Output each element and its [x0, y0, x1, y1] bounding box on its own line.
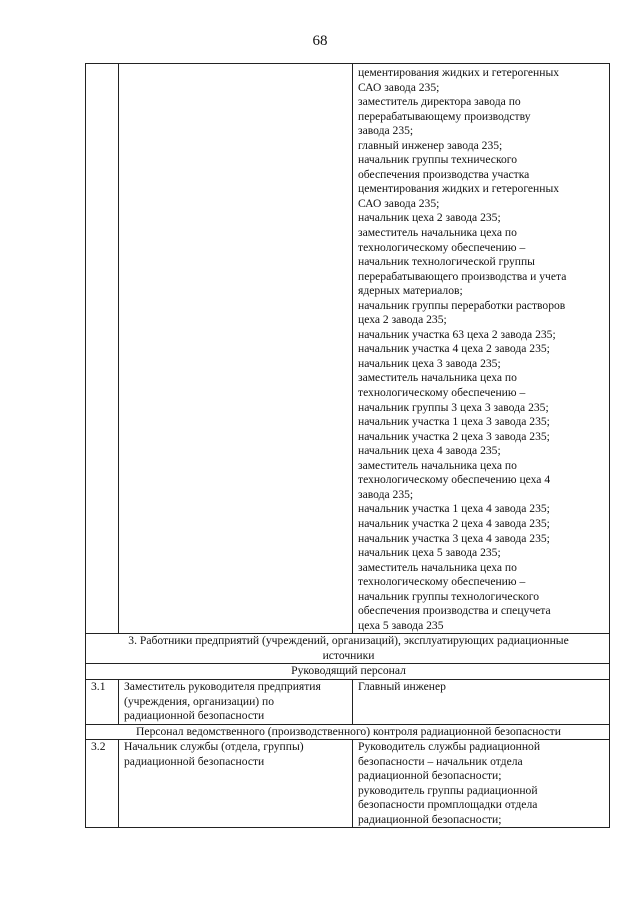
text-line: руководитель группы радиационной — [358, 783, 538, 797]
text-line: технологическому обеспечению цеха 4 — [358, 473, 551, 487]
text-line: Начальник службы (отдела, группы) — [124, 740, 304, 754]
text-line: Руководитель службы радиационной — [358, 740, 541, 754]
officials-cell — [353, 679, 610, 724]
text-line: безопасности – начальник отдела — [358, 754, 523, 768]
table-row-3-1 — [86, 679, 610, 724]
text-line: начальник участка 2 цеха 3 завода 235; — [358, 429, 550, 443]
text-line: САО завода 235; — [358, 196, 440, 210]
text-line: начальник участка 3 цеха 4 завода 235; — [358, 531, 550, 545]
text-line: завода 235; — [358, 124, 414, 138]
text-line: цементирования жидких и гетерогенных — [358, 182, 560, 196]
text-line: начальник цеха 2 завода 235; — [358, 211, 501, 225]
text-line: Главный инженер — [358, 679, 446, 693]
text-line: заместитель начальника цеха по — [358, 560, 517, 574]
text-line: начальник участка 2 цеха 4 завода 235; — [358, 516, 550, 530]
text-line: источники — [322, 648, 375, 662]
text-line: обеспечения производства и спецучета — [358, 604, 551, 618]
row-number: 3.2 — [86, 740, 119, 828]
row-number: 3.1 — [86, 679, 119, 724]
text-line: 3. Работники предприятий (учреждений, организаций), эксплуатирующих радиационные — [128, 634, 569, 648]
text-line: начальник участка 1 цеха 4 завода 235; — [358, 502, 550, 516]
text-line: радиационной безопасности; — [358, 812, 502, 826]
text-line: главный инженер завода 235; — [358, 138, 503, 152]
text-line: начальник группы технического — [358, 153, 518, 167]
text-line: начальник группы 3 цеха 3 завода 235; — [358, 400, 549, 414]
officials-list-cell — [353, 64, 610, 634]
management-personnel-heading: Руководящий персонал — [86, 664, 610, 680]
control-personnel-heading: Персонал ведомственного (производственного) контроля радиационной безопасности — [86, 724, 610, 740]
text-line: технологическому обеспечению – — [358, 575, 526, 589]
text-line: заместитель начальника цеха по — [358, 458, 517, 472]
text-line: технологическому обеспечению – — [358, 386, 526, 400]
text-line: цементирования жидких и гетерогенных — [358, 66, 560, 79]
text-line: начальник технологической группы — [358, 255, 535, 269]
text-line: радиационной безопасности — [124, 754, 265, 768]
empty-position-cell — [119, 64, 353, 634]
text-line: радиационной безопасности — [124, 709, 265, 723]
text-line: ядерных материалов; — [358, 284, 463, 298]
text-line: обеспечения производства участка — [358, 167, 530, 181]
text-line: (учреждения, организации) по — [124, 694, 275, 708]
text-line: безопасности промплощадки отдела — [358, 798, 538, 812]
text-line: заместитель начальника цеха по — [358, 226, 517, 240]
text-line: заместитель начальника цеха по — [358, 371, 517, 385]
text-line: заместитель директора завода по — [358, 95, 521, 109]
text-line: цеха 5 завода 235 — [358, 618, 444, 632]
page-number: 68 — [312, 33, 328, 49]
subheading-row-management — [86, 664, 610, 680]
text-line: САО завода 235; — [358, 80, 440, 94]
text-line: начальник цеха 4 завода 235; — [358, 444, 501, 458]
text-line: начальник цеха 5 завода 235; — [358, 546, 501, 560]
table-row-continuation — [86, 64, 610, 634]
positions-table — [85, 63, 610, 828]
text-line: начальник группы переработки растворов — [358, 298, 566, 312]
text-line: завода 235; — [358, 487, 414, 501]
text-line: цеха 2 завода 235; — [358, 313, 447, 327]
text-line: начальник участка 63 цеха 2 завода 235; — [358, 327, 556, 341]
text-line: начальник группы технологического — [358, 589, 540, 603]
text-line: Заместитель руководителя предприятия — [124, 679, 321, 693]
text-line: перерабатывающему производству — [358, 109, 531, 123]
text-line: радиационной безопасности; — [358, 769, 502, 783]
position-title-cell — [119, 740, 353, 828]
text-line: перерабатывающего производства и учета — [358, 269, 567, 283]
position-title-cell — [119, 679, 353, 724]
text-line: технологическому обеспечению – — [358, 240, 526, 254]
text-line: начальник цеха 3 завода 235; — [358, 356, 501, 370]
section-3-heading — [86, 634, 610, 664]
empty-number-cell — [86, 64, 119, 634]
officials-cell — [353, 740, 610, 828]
table-row-3-2 — [86, 740, 610, 828]
text-line: начальник участка 1 цеха 3 завода 235; — [358, 415, 550, 429]
text-line: начальник участка 4 цеха 2 завода 235; — [358, 342, 550, 356]
section-heading-row — [86, 634, 610, 664]
subheading-row-control — [86, 724, 610, 740]
